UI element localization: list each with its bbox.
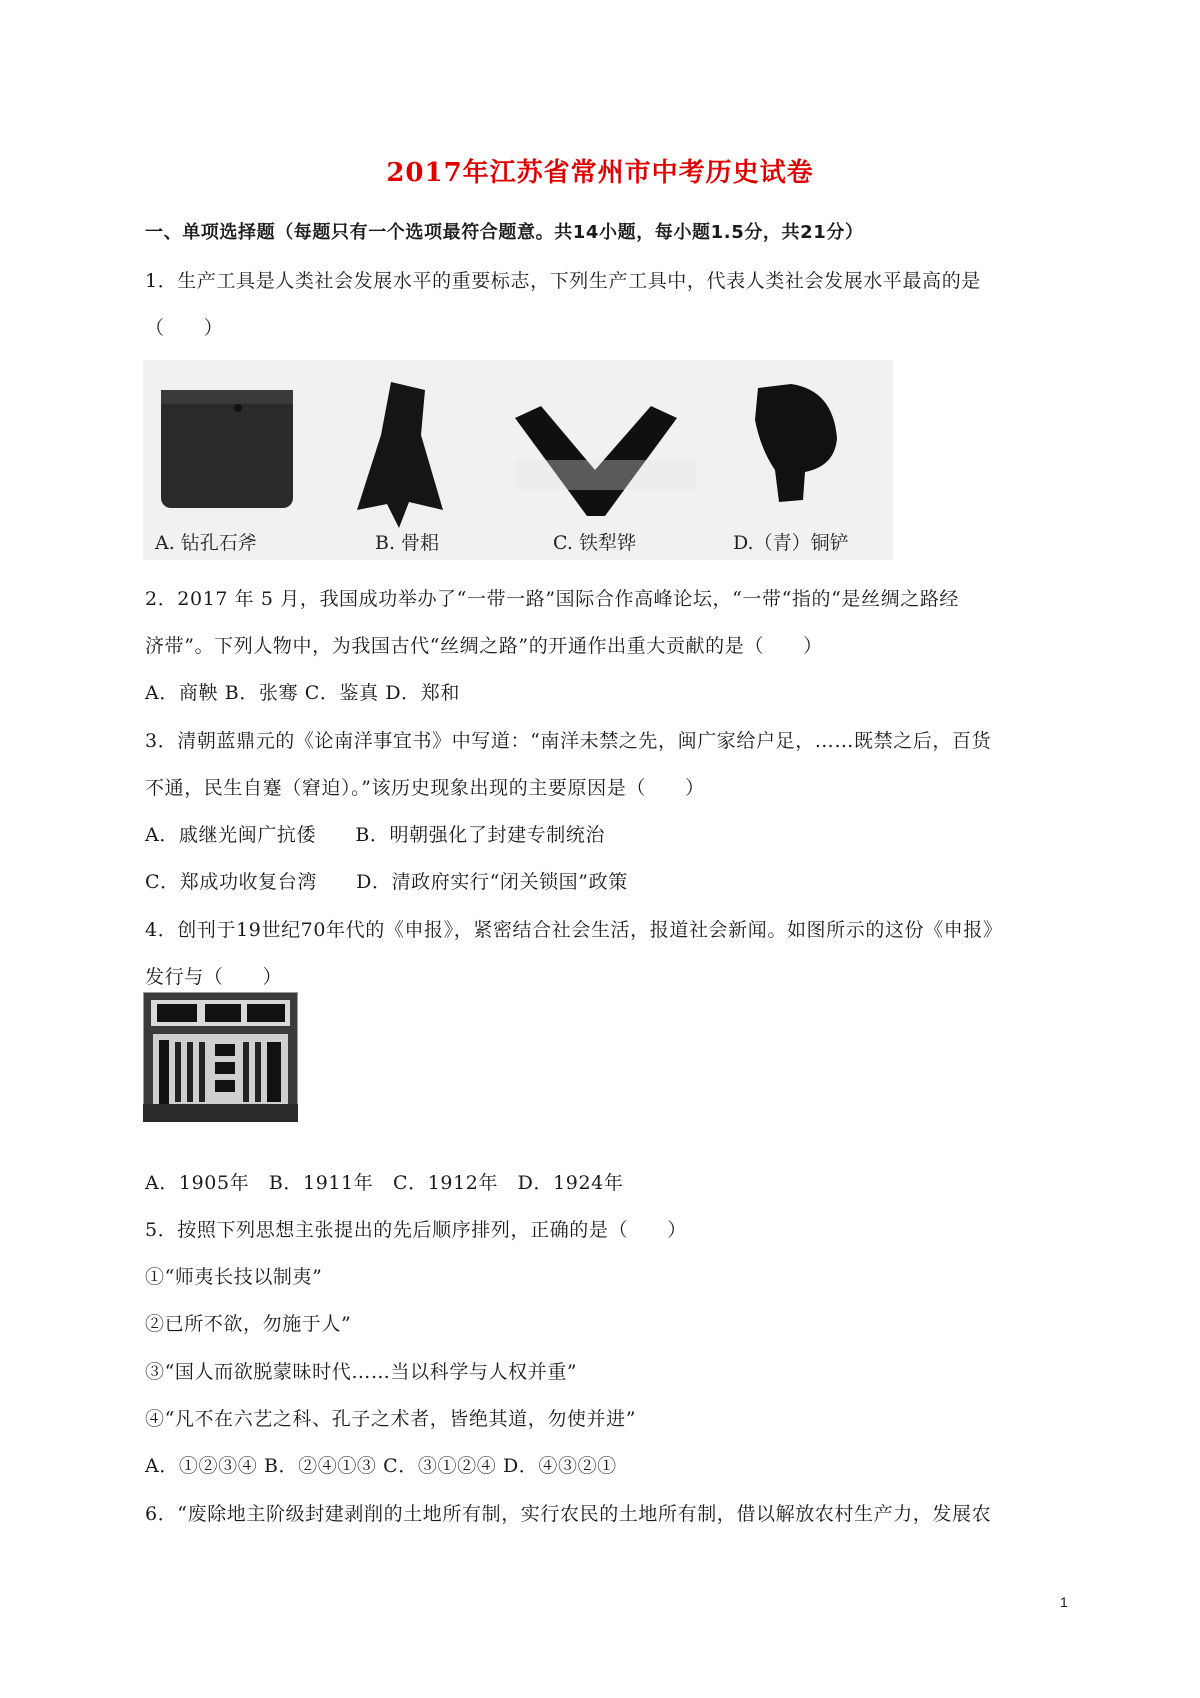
question-3-text: 3．清朝蓝鼎元的《论南洋事宜书》中写道：“南洋未禁之先，闽广家给户足，……既禁之后，百货	[145, 730, 992, 752]
question-5-item-4: ④“凡不在六艺之科、孔子之术者，皆绝其道，勿使并进”	[145, 1408, 637, 1430]
tool-label-c: C. 铁犁铧	[553, 532, 636, 554]
section-heading: 一、单项选择题（每题只有一个选项最符合题意。共14小题，每小题1.5分，共21分）	[145, 222, 864, 243]
question-3-options-cd: C．郑成功收复台湾 D．清政府实行“闭关锁国”政策	[145, 871, 628, 893]
question-5-item-2: ②已所不欲，勿施于人”	[145, 1313, 352, 1335]
question-6-text: 6．“废除地主阶级封建剥削的土地所有制，实行农民的土地所有制，借以解放农村生产力，发展农	[145, 1503, 992, 1525]
question-4-text: 4．创刊于19世纪70年代的《申报》，紧密结合社会生活，报道社会新闻。如图所示的这份《申报》	[145, 919, 1003, 941]
page-number: 1	[1060, 1594, 1068, 1610]
question-3-text-cont: 不通，民生自蹇（窘迫）。”该历史现象出现的主要原因是（ ）	[145, 777, 705, 799]
shenbao-figure	[143, 992, 298, 1122]
question-5-options: A．①②③④ B．②④①③ C．③①②④ D．④③②①	[145, 1455, 617, 1477]
tool-label-a: A. 钻孔石斧	[155, 532, 257, 554]
question-5-item-3: ③“国人而欲脱蒙昧时代……当以科学与人权并重”	[145, 1361, 578, 1383]
shenbao-image	[143, 992, 298, 1122]
question-2-options: A．商鞅 B．张骞 C．鉴真 D．郑和	[145, 682, 460, 704]
tool-label-b: B. 骨耜	[375, 532, 440, 554]
question-5-text: 5．按照下列思想主张提出的先后顺序排列，正确的是（ ）	[145, 1219, 687, 1241]
question-2-text-cont: 济带”。下列人物中，为我国古代“丝绸之路”的开通作出重大贡献的是（ ）	[145, 635, 823, 657]
question-4-options: A．1905年 B．1911年 C．1912年 D．1924年	[145, 1172, 624, 1194]
page-title: 2017年江苏省常州市中考历史试卷	[386, 158, 814, 188]
question-4-text-cont: 发行与（ ）	[145, 966, 283, 988]
tools-figure	[143, 360, 893, 560]
stone-axe-image	[161, 390, 293, 508]
question-1-text: 1．生产工具是人类社会发展水平的重要标志，下列生产工具中，代表人类社会发展水平最高的是	[145, 270, 981, 292]
question-1-bracket: （ ）	[145, 317, 224, 339]
question-2-text: 2．2017 年 5 月，我国成功举办了“一带一路”国际合作高峰论坛，“一带“指的“是丝绸之路经	[145, 588, 960, 610]
tool-label-d: D.（青）铜铲	[733, 532, 849, 554]
question-3-options-ab: A．戚继光闽广抗倭 B．明朝强化了封建专制统治	[145, 824, 606, 846]
question-5-item-1: ①“师夷长技以制夷”	[145, 1266, 323, 1288]
